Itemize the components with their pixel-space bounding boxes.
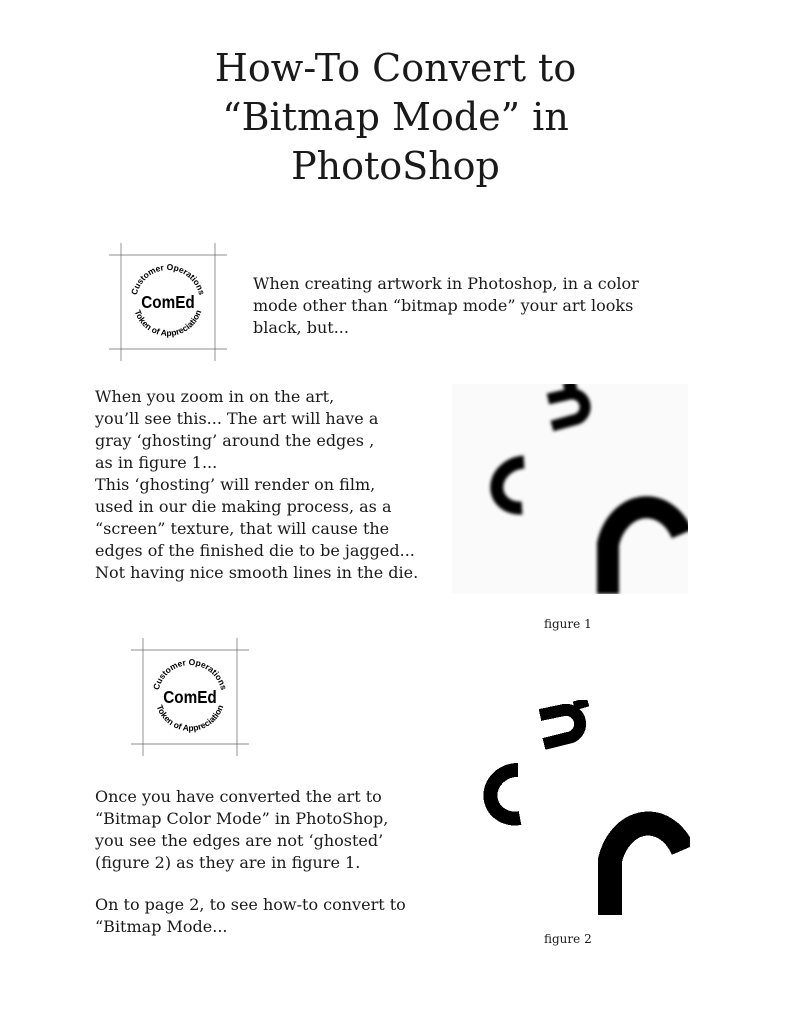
comed-logo [131,638,249,756]
text-line: On to page 2, to see how-to convert to [95,895,406,914]
figure-2-art [478,700,690,915]
text-line: Once you have converted the art to [95,787,382,806]
intro-paragraph [253,273,639,339]
logo-brand-text: ComEd [141,291,195,313]
text-line: black, but... [253,318,349,337]
text-line: This ‘ghosting’ will render on film, [95,475,376,494]
comed-logo-graphic [109,243,227,361]
bitmap-paragraph [95,786,388,874]
comed-logo [109,243,227,361]
comed-logo-graphic [131,638,249,756]
text-line: “Bitmap Mode... [95,917,228,936]
logo-arc-bottom-text: Token of Appreciation [132,308,204,339]
title-line: PhotoShop [291,144,500,188]
text-line: gray ‘ghosting’ around the edges , [95,431,375,450]
text-line: When creating artwork in Photoshop, in a color [253,274,639,293]
text-line: used in our die making process, as a [95,497,392,516]
logo-arc-bottom-text: Token of Appreciation [154,703,226,734]
figure-1-caption: figure 1 [544,617,592,631]
text-line: mode other than “bitmap mode” your art looks [253,296,634,315]
logo-arc-top-text: Customer Operations [150,656,230,691]
text-line: When you zoom in on the art, [95,387,335,406]
next-page-paragraph [95,894,406,938]
text-line: edges of the finished die to be jagged... [95,541,415,560]
text-line: “Bitmap Color Mode” in PhotoShop, [95,809,389,828]
figure-2-image [478,700,690,915]
text-line: as in figure 1... [95,453,218,472]
text-line: “screen” texture, that will cause the [95,519,390,538]
figure-1-art [452,384,688,594]
page-title [0,44,791,191]
text-line: (figure 2) as they are in figure 1. [95,853,361,872]
title-line: How-To Convert to [214,46,577,90]
logo-arc-top-text: Customer Operations [128,261,208,296]
text-line: you see the edges are not ‘ghosted’ [95,831,384,850]
logo-brand-text: ComEd [163,686,217,708]
zoom-paragraph [95,386,418,584]
title-line: “Bitmap Mode” in [222,95,569,139]
text-line: you’ll see this... The art will have a [95,409,379,428]
figure-1-image [452,384,688,594]
figure-2-caption: figure 2 [544,932,592,946]
text-line: Not having nice smooth lines in the die. [95,563,419,582]
